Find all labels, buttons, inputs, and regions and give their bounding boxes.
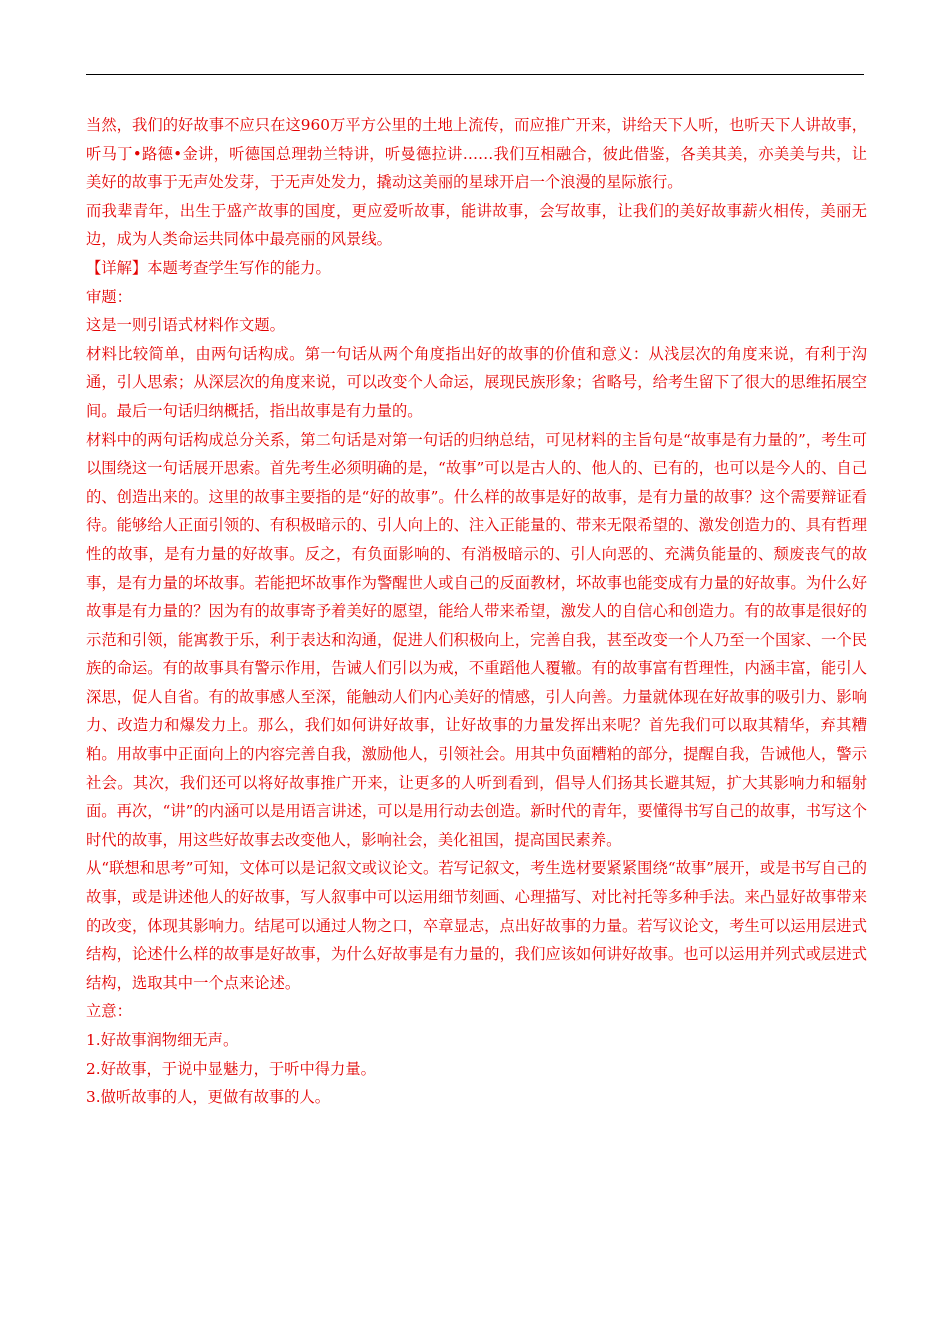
paragraph-youth: 而我辈青年，出生于盛产故事的国度，更应爱听故事，能讲故事，会写故事，让我们的美好故事薪火相传，美丽无边，成为人类命运共同体中最亮丽的风景线。	[86, 201, 867, 249]
paragraph-detail-heading: 【详解】本题考查学生写作的能力。	[86, 258, 331, 277]
paragraph-main-analysis: 材料中的两句话构成总分关系，第二句话是对第一句话的归纳总结，可见材料的主旨句是“故事是有力量的”，考生可以围绕这一句话展开思索。首先考生必须明确的是，“故事”可以是古人的、他人的、已有的，也可以是今人的、自己的、创造出来的。这里的故事主要指的是“好的故事”。什么样的故事是好的故事，是有力量的故事？这个需要辩证看待。能够给人正面引领的、有积极暗示的、引人向上的、注入正能量的、带来无限希望的、激发创造力的、具有哲理性的故事，是有力量的好故事。反之，有负面影响的、有消极暗示的、引人向恶的、充满负能量的、颓废丧气的故事，是有力量的坏故事。若能把坏故事作为警醒世人或自己的反面教材，坏故事也能变成有力量的好故事。为什么好故事是有力量的？因为有的故事寄予着美好的愿望，能给人带来希望，激发人的自信心和创造力。有的故事是很好的示范和引领，能寓教于乐，利于表达和沟通，促进人们积极向上，完善自我，甚至改变一个人乃至一个国家、一个民族的命运。有的故事具有警示作用，告诫人们引以为戒，不重蹈他人覆辙。有的故事富有哲理性，内涵丰富，能引人深思，促人自省。有的故事感人至深，能触动人们内心美好的情感，引人向善。力量就体现在好故事的吸引力、影响力、改造力和爆发力上。那么，我们如何讲好故事，让好故事的力量发挥出来呢？首先我们可以取其精华，弃其糟粕。用故事中正面向上的内容完善自我，激励他人，引领社会。用其中负面糟粕的部分，提醒自我，告诫他人，警示社会。其次，我们还可以将好故事推广开来，让更多的人听到看到，倡导人们扬其长避其短，扩大其影响力和辐射面。再次，“讲”的内涵可以是用语言讲述，可以是用行动去创造。新时代的青年，要懂得书写自己的故事，书写这个时代的故事，用这些好故事去改变他人，影响社会，美化祖国，提高国民素养。	[86, 430, 867, 849]
paragraph-thesis-label: 立意：	[86, 1002, 132, 1021]
paragraph-review-label: 审题：	[86, 287, 132, 306]
header-rule	[86, 74, 864, 75]
paragraph-prompt-type: 这是一则引语式材料作文题。	[86, 316, 285, 335]
thesis-item-1: 1.好故事润物细无声。	[86, 1031, 239, 1049]
paragraph-genre-guidance: 从“联想和思考”可知，文体可以是记叙文或议论文。若写记叙文，考生选材要紧紧围绕“故事”展开，或是书写自己的故事，或是讲述他人的好故事，写人叙事中可以运用细节刻画、心理描写、对比衬托等多种手法。来凸显好故事带来的改变，体现其影响力。结尾可以通过人物之口，卒章显志，点出好故事的力量。若写议论文，考生可以运用层进式结构，论述什么样的故事是好故事，为什么好故事是有力量的，我们应该如何讲好故事。也可以运用并列式或层进式结构，选取其中一个点来论述。	[86, 859, 867, 992]
paragraph-conclusion: 当然，我们的好故事不应只在这960万平方公里的土地上流传，而应推广开来，讲给天下人听，也听天下人讲故事，听马丁•路德•金讲，听德国总理勃兰特讲，听曼德拉讲……我们互相融合，彼此借鉴，各美其美，亦美美与共，让美好的故事于无声处发芽，于无声处发力，撬动这美丽的星球开启一个浪漫的星际旅行。	[86, 116, 867, 192]
thesis-item-3: 3.做听故事的人，更做有故事的人。	[86, 1088, 331, 1107]
paragraph-material-analysis: 材料比较简单，由两句话构成。第一句话从两个角度指出好的故事的价值和意义：从浅层次的角度来说，有利于沟通，引人思索；从深层次的角度来说，可以改变个人命运，展现民族形象；省略号，给考生留下了很大的思维拓展空间。最后一句话归纳概括，指出故事是有力量的。	[86, 344, 867, 420]
thesis-item-2: 2.好故事，于说中显魅力，于听中得力量。	[86, 1059, 376, 1078]
document-body	[86, 111, 867, 1112]
